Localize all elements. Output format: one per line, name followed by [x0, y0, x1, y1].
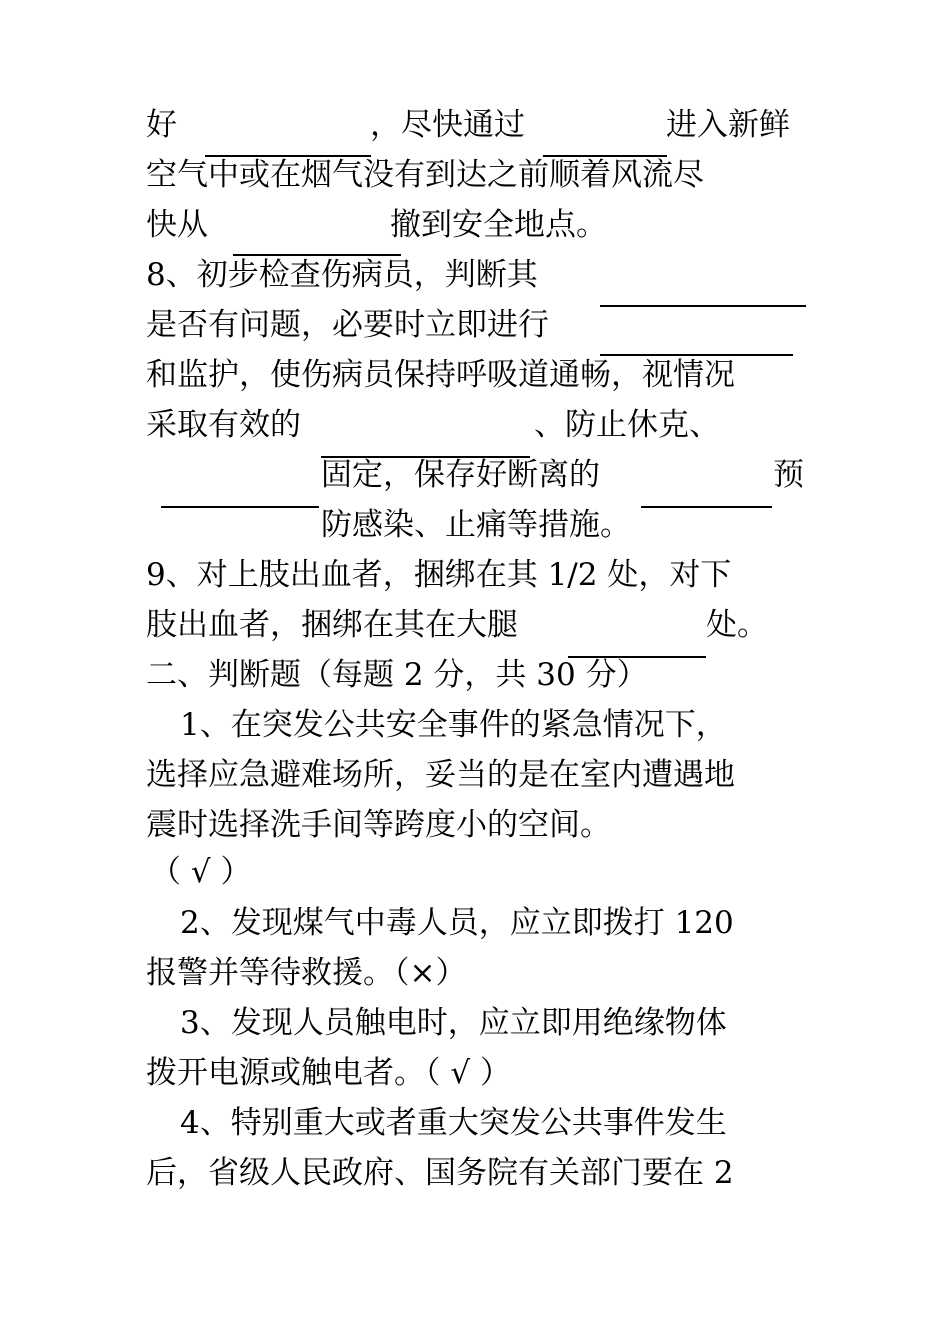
text-line: 震时选择洗手间等跨度小的空间。 — [146, 807, 611, 843]
blank-line — [641, 506, 772, 508]
text-line: 是否有问题，必要时立即进行 — [146, 307, 549, 343]
judgment-4: 4、特别重大或者重大突发公共事件发生 — [180, 1105, 727, 1141]
answer-mark: （ √ ） — [150, 854, 252, 890]
text-fragment: 预 — [773, 457, 804, 493]
text-line: 和监护，使伤病员保持呼吸道通畅，视情况 — [146, 357, 735, 393]
judgment-3: 3、发现人员触电时，应立即用绝缘物体 — [180, 1005, 727, 1041]
text-line: 空气中或在烟气没有到达之前顺着风流尽 — [146, 157, 704, 193]
judgment-1: 1、在突发公共安全事件的紧急情况下， — [180, 707, 727, 743]
text-line: 后，省级人民政府、国务院有关部门要在 2 — [146, 1155, 734, 1191]
text-fragment: 固定，保存好断离的 — [321, 457, 600, 493]
text-fragment: 防感染、止痛等措施。 — [321, 507, 631, 543]
text-fragment: 进入新鲜 — [666, 107, 790, 143]
text-line: 拨开电源或触电者。（ √ ） — [146, 1055, 511, 1091]
question-8: 8、初步检查伤病员，判断其 — [146, 257, 538, 293]
judgment-2: 2、发现煤气中毒人员，应立即拨打 120 — [180, 905, 734, 941]
text-fragment: 处。 — [706, 607, 768, 643]
text-line: 选择应急避难场所，妥当的是在室内遭遇地 — [146, 757, 735, 793]
text-fragment: 肢出血者，捆绑在其在大腿 — [146, 607, 518, 643]
text-line: 报警并等待救援。（×） — [146, 955, 467, 991]
blank-line — [600, 305, 806, 307]
text-fragment: 、防止休克、 — [534, 407, 720, 443]
text-fragment: 快从 — [146, 207, 208, 243]
blank-line — [161, 506, 319, 508]
question-9: 9、对上肢出血者，捆绑在其 1/2 处，对下 — [146, 557, 732, 593]
text-fragment: 撤到安全地点。 — [390, 207, 607, 243]
section-heading: 二、判断题（每题 2 分，共 30 分） — [146, 657, 648, 693]
text-fragment: ，尽快通过 — [370, 107, 525, 143]
text-fragment: 采取有效的 — [146, 407, 301, 443]
text-fragment: 好 — [146, 107, 177, 143]
